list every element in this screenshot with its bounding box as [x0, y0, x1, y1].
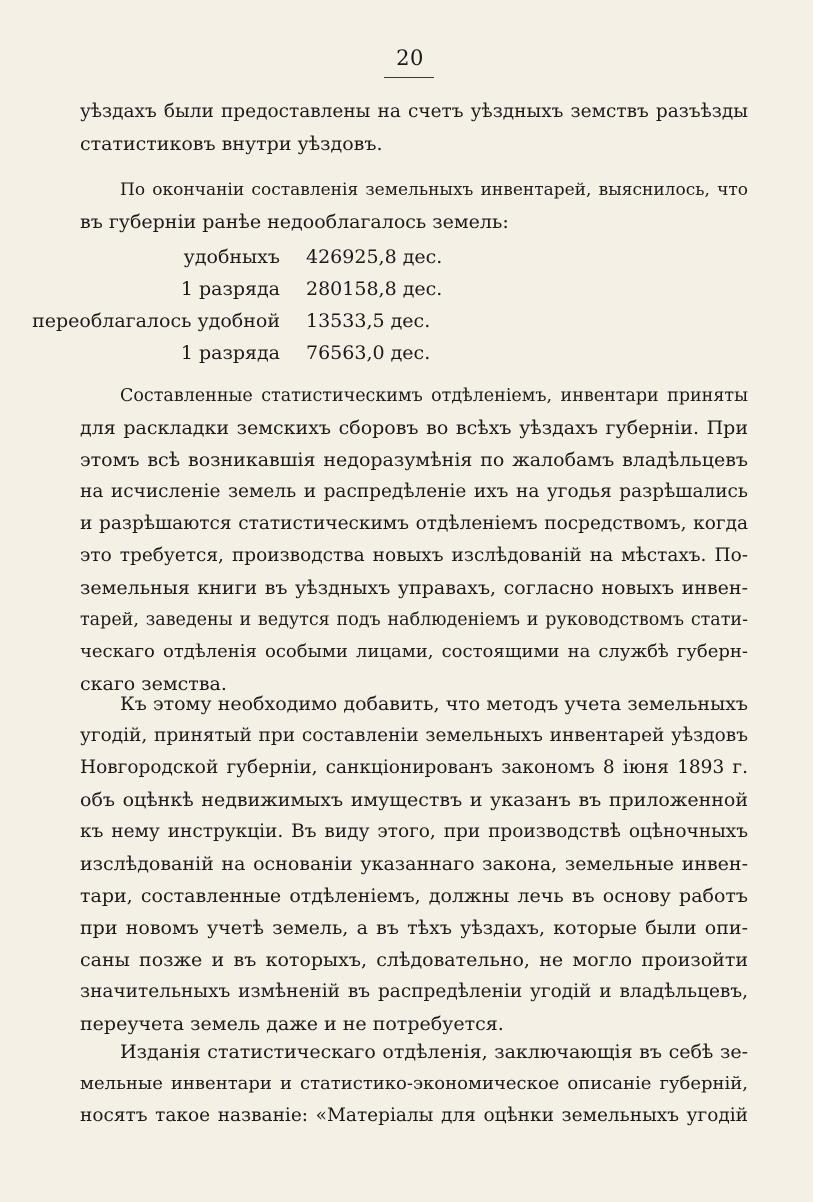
row-value: 426925,8 дес. [306, 246, 443, 268]
text-line: земельныя книги въ уѣздныхъ управахъ, согласно новыхъ инвен- [80, 577, 748, 599]
table-row [32, 305, 540, 337]
row-value: 13533,5 дес. [306, 310, 431, 332]
paragraph-5 [80, 1036, 748, 1132]
page-number-rule [384, 77, 434, 78]
table-row [120, 273, 540, 305]
text-line: при новомъ учетѣ земель, а въ тѣхъ уѣздахъ, которые были опи- [80, 917, 748, 939]
table-row [120, 241, 540, 273]
text-line: скаго земства. [80, 673, 227, 695]
text-line: значительныхъ измѣненій въ распредѣленіи угодій и владѣльцевъ, [80, 981, 748, 1002]
text-line: объ оцѣнкѣ недвижимыхъ имуществъ и указанъ въ приложенной [80, 789, 748, 811]
text-line: уѣздахъ были предоставлены на счетъ уѣздныхъ земствъ разъѣзды [80, 101, 748, 122]
text-line: переучета земель даже и не потребуется. [80, 1013, 504, 1035]
text-line: на исчисленіе земель и распредѣленіе ихъ на угодья разрѣшались [80, 481, 748, 502]
text-line: для раскладки земскихъ сборовъ во всѣхъ уѣздахъ губерніи. При [80, 417, 748, 439]
row-label: 1 разряда [180, 342, 280, 364]
text-line: саны позже и въ которыхъ, слѣдовательно, не могло произойти [80, 949, 748, 971]
text-line: изслѣдованій на основаніи указаннаго закона, земельные инвен- [80, 853, 748, 875]
text-line: тари, составленные отдѣленіемъ, должны лечь въ основу работъ [80, 885, 748, 907]
text-line: это требуется, производства новыхъ изслѣдованій на мѣстахъ. По- [80, 545, 748, 566]
text-line: этомъ всѣ возникавшія недоразумѣнія по жалобамъ владѣльцевъ [80, 449, 748, 471]
text-line: статистиковъ внутри уѣздовъ. [80, 133, 383, 155]
text-line: По окончаніи составленія земельныхъ инвентарей, выяснилось, что [120, 180, 748, 200]
text-line: Составленные статистическимъ отдѣленіемъ, инвентари приняты [120, 386, 748, 406]
text-line: мельные инвентари и статистико-экономическое описаніе губерній, [80, 1073, 748, 1094]
text-line: тарей, заведены и ведутся подъ наблюденіемъ и руководствомъ стати- [80, 610, 748, 630]
text-line: ческаго отдѣленія особыми лицами, состоящими на службѣ губерн- [80, 641, 748, 662]
row-label: 1 разряда [180, 278, 280, 300]
text-line: носятъ такое названіе: «Матеріалы для оцѣнки земельныхъ угодій [80, 1105, 748, 1126]
text-line: Новгородской губерніи, санкціонированъ закономъ 8 іюня 1893 г. [80, 757, 748, 778]
land-table [32, 241, 540, 369]
text-line: угодій, принятый при составленіи земельныхъ инвентарей уѣздовъ [80, 725, 748, 746]
text-line: и разрѣшаются статистическимъ отдѣленіемъ посредствомъ, когда [80, 513, 748, 534]
paragraph-3 [80, 380, 748, 700]
paragraph-4 [80, 688, 748, 1040]
row-value: 76563,0 дес. [306, 342, 431, 364]
text-line: Къ этому необходимо добавить, что методъ учета земельныхъ [120, 693, 748, 715]
row-label: переоблагалось удобной [32, 310, 280, 332]
row-label: удобныхъ [183, 246, 280, 268]
paragraph-1 [80, 96, 748, 160]
page-number: 20 [396, 46, 424, 70]
paragraph-2 [80, 174, 748, 238]
table-row [120, 337, 540, 369]
text-line: въ губерніи ранѣе недооблагалось земель: [80, 211, 509, 233]
text-line: къ нему инструкціи. Въ виду этого, при производствѣ оцѣночныхъ [80, 821, 748, 842]
row-value: 280158,8 дес. [306, 278, 443, 300]
text-line: Изданія статистическаго отдѣленія, заключающія въ себѣ зе- [120, 1041, 748, 1063]
